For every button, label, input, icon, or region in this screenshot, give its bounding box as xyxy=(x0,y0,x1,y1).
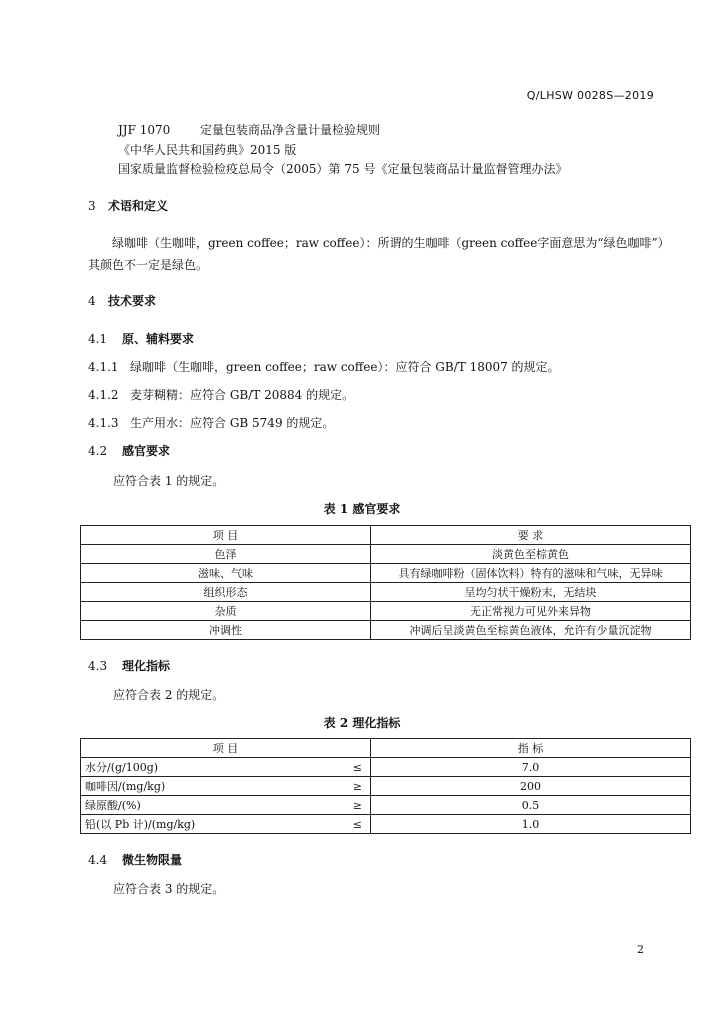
section-4-heading xyxy=(88,292,156,309)
table-cell: 杂质 xyxy=(81,602,371,621)
table-cell-value: 7.0 xyxy=(371,758,691,777)
section-title: 微生物限量 xyxy=(122,853,183,867)
table-row xyxy=(81,621,691,640)
table-cell-operator: ≥ xyxy=(341,796,371,815)
table-row xyxy=(81,796,691,815)
clause-text: 绿咖啡（生咖啡，green coffee；raw coffee）：应符合 GB/T 18007 的规定。 xyxy=(130,360,560,374)
table-cell: 组织形态 xyxy=(81,583,371,602)
reference-title: 《中华人民共和国药典》2015 版 xyxy=(118,143,297,157)
table-cell: 冲调后呈淡黄色至棕黄色液体，允许有少量沉淀物 xyxy=(371,621,691,640)
clause-number: 4.1.3 xyxy=(88,416,119,430)
table-cell-value: 200 xyxy=(371,777,691,796)
section-4-4-text: 应符合表 3 的规定。 xyxy=(113,882,225,896)
section-title: 原、辅料要求 xyxy=(122,332,195,346)
table-header-row xyxy=(81,526,691,545)
section-3-heading xyxy=(88,197,168,214)
reference-line-1 xyxy=(118,121,380,138)
section-4-2-heading xyxy=(88,442,170,459)
table-2-caption: 表 2 理化指标 xyxy=(323,716,401,730)
clause-4-1-2 xyxy=(88,386,354,403)
table-row xyxy=(81,758,691,777)
section-4-2-text: 应符合表 1 的规定。 xyxy=(113,474,225,488)
sensory-requirements-table xyxy=(80,525,691,640)
section-number: 4.2 xyxy=(88,444,108,458)
table-row xyxy=(81,602,691,621)
table-cell: 无正常视力可见外来异物 xyxy=(371,602,691,621)
section-title: 理化指标 xyxy=(122,659,171,673)
table-cell-operator: ≤ xyxy=(341,815,371,834)
table-cell: 具有绿咖啡粉（固体饮料）特有的滋味和气味，无异味 xyxy=(371,564,691,583)
reference-line-3 xyxy=(118,160,567,177)
section-number: 4.3 xyxy=(88,659,108,673)
page-number: 2 xyxy=(637,943,644,956)
section-number: 4.4 xyxy=(88,853,108,867)
clause-text: 麦芽糊精：应符合 GB/T 20884 的规定。 xyxy=(130,388,355,402)
section-4-3-text: 应符合表 2 的规定。 xyxy=(113,688,225,702)
table-cell: 冲调性 xyxy=(81,621,371,640)
definition-paragraph: 绿咖啡（生咖啡，green coffee；raw coffee）：所谓的生咖啡（green coffee字面意思为“绿色咖啡”）其颜色不一定是绿色。 xyxy=(88,236,664,272)
table-cell-item: 绿原酸/(%) xyxy=(81,796,341,815)
section-title: 技术要求 xyxy=(108,294,157,308)
table-cell: 淡黄色至棕黄色 xyxy=(371,545,691,564)
clause-text: 生产用水：应符合 GB 5749 的规定。 xyxy=(130,416,335,430)
section-4-4-heading xyxy=(88,851,182,868)
table-cell: 呈均匀状干燥粉末，无结块 xyxy=(371,583,691,602)
reference-title: 定量包装商品净含量计量检验规则 xyxy=(200,123,381,137)
table-cell: 滋味、气味 xyxy=(81,564,371,583)
section-number: 4 xyxy=(88,294,96,308)
section-title: 感官要求 xyxy=(122,444,171,458)
table-row xyxy=(81,777,691,796)
table-header-cell: 项 目 xyxy=(81,526,371,545)
clause-4-1-3 xyxy=(88,414,334,431)
section-4-3-heading xyxy=(88,657,170,674)
section-title: 术语和定义 xyxy=(108,199,169,213)
reference-title: 国家质量监督检验检疫总局令（2005）第 75 号《定量包装商品计量监督管理办法》 xyxy=(118,162,568,176)
table-row xyxy=(81,583,691,602)
clause-number: 4.1.1 xyxy=(88,360,119,374)
table-cell-item: 水分/(g/100g) xyxy=(81,758,341,777)
table-cell-value: 1.0 xyxy=(371,815,691,834)
table-row xyxy=(81,564,691,583)
table-cell-item: 咖啡因/(mg/kg) xyxy=(81,777,341,796)
section-4-1-heading xyxy=(88,330,194,347)
table-header-cell: 要 求 xyxy=(371,526,691,545)
table-row xyxy=(81,545,691,564)
table-cell-operator: ≤ xyxy=(341,758,371,777)
table-cell-operator: ≥ xyxy=(341,777,371,796)
physicochemical-table xyxy=(80,738,691,834)
table-header-row xyxy=(81,739,691,758)
reference-line-2 xyxy=(118,141,296,158)
table-cell-value: 0.5 xyxy=(371,796,691,815)
standard-number: Q/LHSW 0028S—2019 xyxy=(526,89,654,102)
section-number: 4.1 xyxy=(88,332,108,346)
table-row xyxy=(81,815,691,834)
table-cell: 色泽 xyxy=(81,545,371,564)
table-header-cell: 项 目 xyxy=(81,739,371,758)
table-1-caption: 表 1 感官要求 xyxy=(323,502,401,516)
reference-code: JJF 1070 xyxy=(118,123,171,137)
section-number: 3 xyxy=(88,199,96,213)
table-header-cell: 指 标 xyxy=(371,739,691,758)
clause-number: 4.1.2 xyxy=(88,388,119,402)
table-cell-item: 铅(以 Pb 计)/(mg/kg) xyxy=(81,815,341,834)
clause-4-1-1 xyxy=(88,358,560,375)
